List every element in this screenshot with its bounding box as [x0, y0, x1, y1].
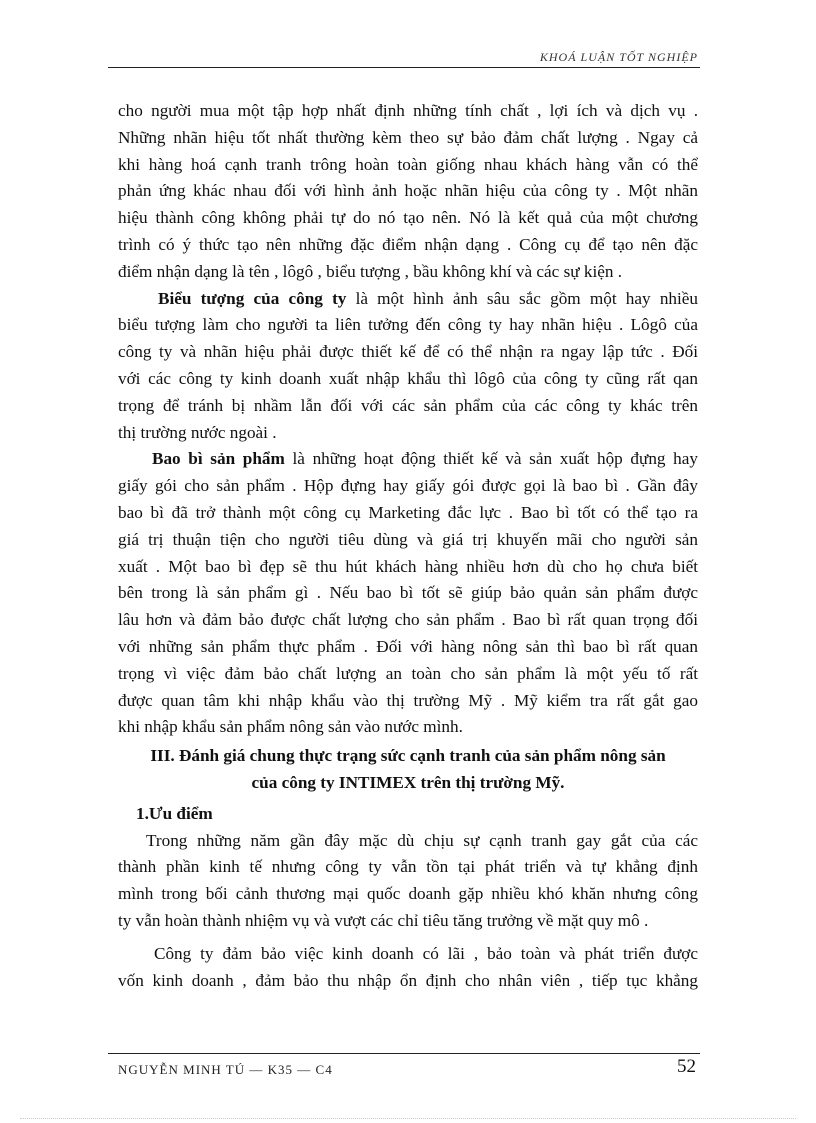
text-line: phản ứng khác nhau đối với hình ảnh hoặc nhãn hiệu của công ty . Một nhãn — [118, 181, 698, 201]
text-line: giấy gói cho sản phẩm . Hộp đựng hay giấy gói được gọi là bao bì . Gần đây — [118, 476, 698, 496]
paragraph-packaging — [118, 446, 698, 741]
text-line — [118, 446, 698, 473]
text-line: thị trường nước ngoài . — [118, 422, 277, 442]
text-line: bao bì đã trở thành một công cụ Marketing đắc lực . Bao bì tốt có thể tạo ra — [118, 502, 698, 522]
text-line: được quan tâm khi nhập khẩu vào thị trường Mỹ . Mỹ kiểm tra rất gắt gao — [118, 690, 698, 710]
text-line: khi hàng hoá cạnh tranh trông hoàn toàn giống nhau khách hàng vẫn có thể — [118, 154, 698, 174]
running-header: KHOÁ LUẬN TỐT NGHIỆP — [539, 50, 698, 64]
text-line: khi nhập khẩu sản phẩm nông sản vào nước mình. — [118, 717, 463, 737]
footer-rule — [108, 1053, 700, 1054]
text-line: trình có ý thức tạo nên những đặc điểm nhận dạng . Công cụ để tạo nên đặc — [118, 234, 698, 254]
subheading: 1.Ưu điểm — [136, 803, 213, 823]
text-line: trọng để tránh bị nhầm lẫn đối với các sản phẩm của các công ty khác trên — [118, 395, 698, 415]
text-line: biểu tượng làm cho người ta liên tưởng đến công ty hay nhãn hiệu . Lôgô của — [118, 315, 698, 335]
text-line: lâu hơn và đảm bảo được chất lượng cho sản phẩm . Bao bì rất quan trọng đối — [118, 610, 698, 630]
text-line: điểm nhận dạng là tên , lôgô , biểu tượng , bầu không khí và các sự kiện . — [118, 261, 623, 281]
bold-term: Biểu tượng của công ty — [158, 288, 347, 308]
text-line: với các công ty kinh doanh xuất nhập khẩu thì lôgô của công ty cũng rất qan — [118, 368, 698, 388]
paragraph-logo — [118, 286, 698, 447]
text-line: Công ty đảm bảo việc kinh doanh có lãi , bảo toàn và phát triển được — [154, 943, 698, 963]
text-line: giá trị thuận tiện cho người tiêu dùng và giá trị khuyến mãi cho người sản — [118, 529, 698, 549]
heading-line: của công ty INTIMEX trên thị trường Mỹ. — [251, 772, 565, 792]
text-line: Trong những năm gần đây mặc dù chịu sự cạnh tranh gay gắt của các — [146, 830, 698, 850]
text-line: trọng vì việc đảm bảo chất lượng an toàn cho sản phẩm là một yếu tố rất — [118, 663, 698, 683]
text-line: hiệu thành công không phải tự do nó tạo nên. Nó là kết quả của một chương — [118, 208, 698, 228]
text-span: là một hình ảnh sâu sắc gồm một hay nhiều — [346, 288, 698, 308]
paragraph-profit — [118, 941, 698, 995]
text-line: ty vẫn hoàn thành nhiệm vụ và vượt các chỉ tiêu tăng trưởng về mặt quy mô . — [118, 910, 649, 930]
text-line: xuất . Một bao bì đẹp sẽ thu hút khách hàng nhiều hơn dù cho họ chưa biết — [118, 556, 698, 576]
text-line: vốn kinh doanh , đảm bảo thu nhập ổn định cho nhân viên , tiếp tục khẳng — [118, 970, 698, 990]
text-line: thành phần kinh tế nhưng công ty vẫn tồn tại phát triển và tự khẳng định — [118, 857, 698, 877]
text-line: cho người mua một tập hợp nhất định những tính chất , lợi ích và dịch vụ . — [118, 101, 698, 120]
heading-line: III. Đánh giá chung thực trạng sức cạnh tranh của sản phẩm nông sản — [150, 746, 666, 766]
section-heading — [118, 743, 698, 797]
footer-author: NGUYỄN MINH TÚ — K35 — C4 — [118, 1062, 333, 1077]
header-rule — [108, 67, 700, 68]
page-number: 52 — [677, 1056, 696, 1077]
paragraph-advantages — [118, 828, 698, 935]
text-line: mình trong bối cảnh thương mại quốc doanh gặp nhiều khó khăn nhưng công — [118, 884, 698, 904]
text-line: với những sản phẩm thực phẩm . Đối với hàng nông sản thì bao bì rất quan — [118, 636, 698, 656]
page-edge-divider — [20, 1118, 796, 1119]
text-line: Những nhãn hiệu tốt nhất thường kèm theo sự bảo đảm chất lượng . Ngay cả — [118, 127, 698, 147]
bold-term: Bao bì sản phẩm — [152, 449, 285, 469]
text-line: bên trong là sản phẩm gì . Nếu bao bì tốt sẽ giúp bảo quản sản phẩm được — [118, 583, 698, 603]
text-span: là những hoạt động thiết kế và sản xuất hộp đựng hay — [284, 449, 698, 469]
text-line: công ty và nhãn hiệu phải được thiết kế để có thể nhận ra ngay lập tức . Đối — [118, 342, 698, 362]
page-body — [118, 98, 698, 994]
paragraph-1 — [118, 98, 698, 286]
text-line — [118, 286, 698, 313]
